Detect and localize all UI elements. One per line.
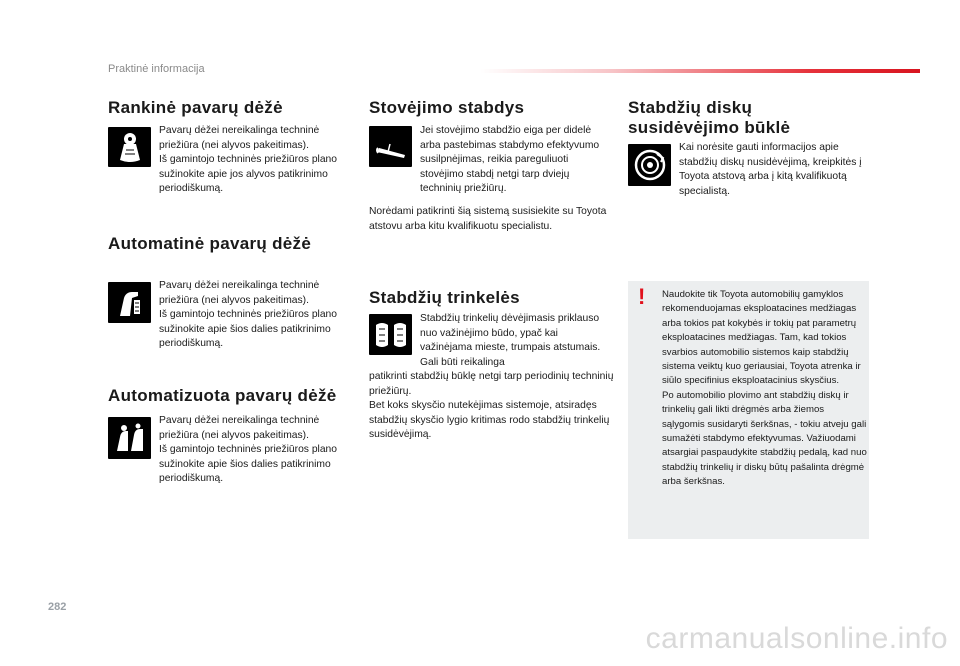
header-accent-bar [480, 69, 920, 73]
brake-pads-icon [369, 314, 412, 355]
notice-text: Naudokite tik Toyota automobilių gamyklos rekomenduojamas eksploatacines medžiagas arba tokios pat kokybės ir tokių pat parametrų eksploatacines medžiagas. Tam, kad tokios svarbios automobilio sistemos kaip stabdžių sistema veiktų kuo geriausiai, Toyota atrenka ir siūlo specifinius eksploatacinius skysčius. Po automobilio plovimo ant stabdžių diskų ir trinkelių gali likti drėgmės arba žiemos sąlygomis susidaryti šerkšnas, - tokiu atveju gali sumažėti stabdymo efektyvumas. Važiuodami atsargiai paspaudykite stabdžių pedalą, kad nuo stabdžių trinkelių ir diskų būtų pašalinta drėgmė arba šerkšnas. [662, 289, 867, 488]
section-header: Praktinė informacija [108, 63, 205, 75]
brake-pads-title: Stabdžių trinkelės [369, 288, 520, 307]
brake-pads-text-intro: Stabdžių trinkelių dėvėjimasis priklauso nuo važinėjimo būdo, ypač kai važinėjama mieste, trumpais atstumais. Gali būti reikalinga [420, 313, 601, 368]
parking-brake-note: Norėdami patikrinti šią sistemą susisiekite su Toyota atstovu arba kitu kvalifikuotu specialistu. [369, 206, 607, 232]
automatic-gearbox-text: Pavarų dėžei nereikalinga techninė priežiūra (nei alyvos pakeitimas). Iš gamintojo techninės priežiūros plano sužinokite apie šios dalies patikrinimo periodiškumą. [159, 280, 338, 350]
parking-brake-title: Stovėjimo stabdys [369, 98, 525, 117]
manual-gear-shifter-icon [108, 127, 151, 167]
brake-discs-text: Kai norėsite gauti informacijos apie stabdžių diskų nusidėvėjimą, kreipkitės į Toyota atstovą arba į kitą kvalifikuotą specialistą. [679, 142, 862, 197]
parking-brake-lever-icon [369, 126, 412, 167]
parking-brake-text: Jei stovėjimo stabdžio eiga per didelė arba pastebimas stabdymo efektyvumo susilpnėjimas, reikia pareguliuoti stovėjimo stabdį netgi tarp dviejų techninių priežiūrų. [420, 125, 600, 195]
manual-gearbox-title: Rankinė pavarų dėžė [108, 98, 283, 117]
automatic-gear-selector-icon [108, 282, 151, 323]
page-number: 282 [48, 601, 67, 613]
brake-disc-icon [628, 144, 671, 186]
brake-pads-text: patikrinti stabdžių būklę netgi tarp periodinių techninių priežiūrų. Bet koks skysčio nutekėjimas sistemoje, atsiradęs stabdžių skysčio lygio kritimas rodo stabdžių trinkelių susidėvėjimą. [369, 371, 614, 441]
automated-gearbox-text: Pavarų dėžei nereikalinga techninė priežiūra (nei alyvos pakeitimas). Iš gamintojo techninės priežiūros plano sužinokite apie šios dalies patikrinimo periodiškumą. [159, 415, 338, 485]
exclamation-icon: ! [638, 284, 646, 309]
manual-gearbox-text: Pavarų dėžei nereikalinga techninė priežiūra (nei alyvos pakeitimas). Iš gamintojo techninės priežiūros plano sužinokite apie jos alyvos patikrinimo periodiškumą. [159, 125, 338, 195]
brake-discs-title: Stabdžių diskų susidėvėjimo būklė [628, 98, 791, 137]
automated-gearbox-icon [108, 417, 151, 459]
watermark: carmanualsonline.info [645, 622, 948, 655]
automated-gearbox-title: Automatizuota pavarų dėžė [108, 386, 337, 405]
automatic-gearbox-title: Automatinė pavarų dėžė [108, 234, 312, 253]
notice-box [628, 281, 869, 539]
